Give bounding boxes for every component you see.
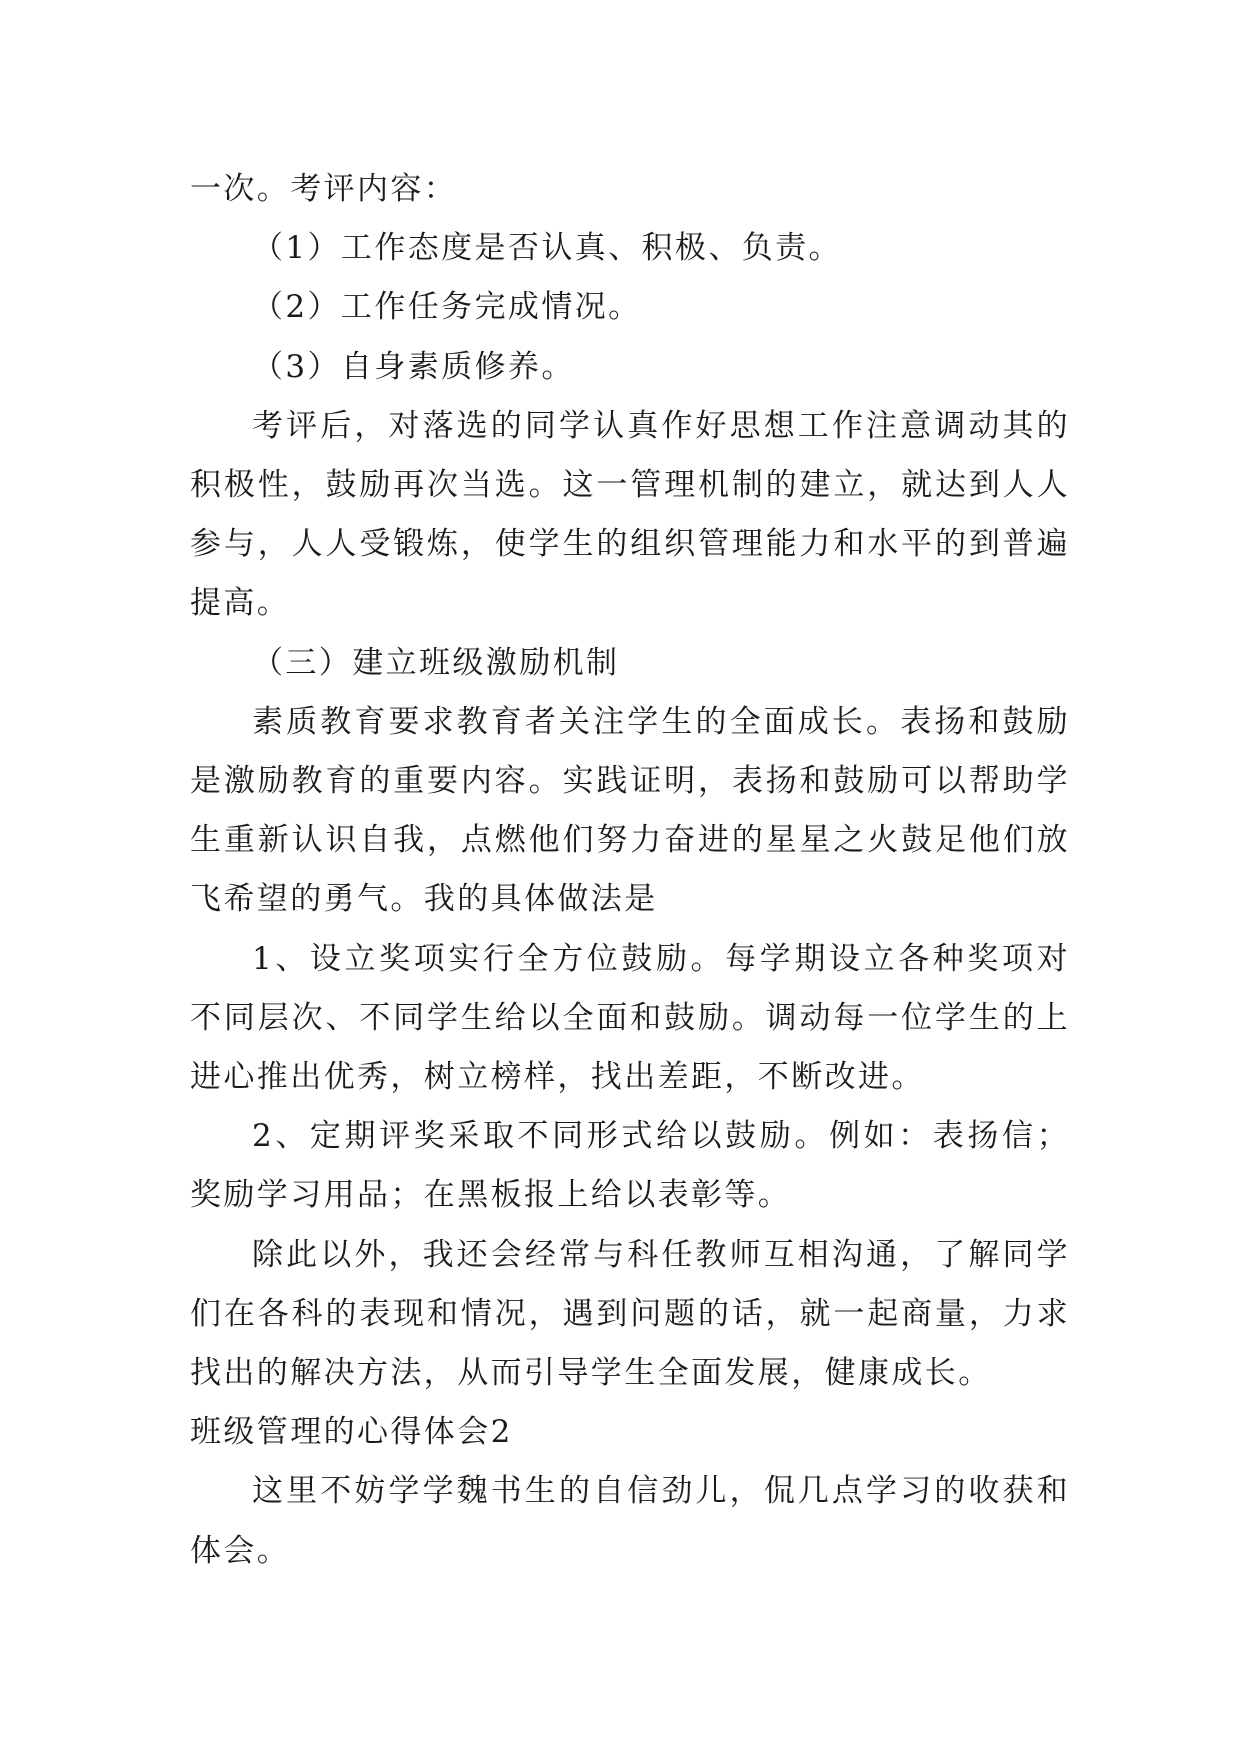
paragraph-quality-education: 素质教育要求教育者关注学生的全面成长。表扬和鼓励是激励教育的重要内容。实践证明，表扬和鼓励可以帮助学生重新认识自我，点燃他们努力奋进的星星之火鼓足他们放飞希望的勇气。我的具体做法是: [190, 703, 1070, 918]
paragraph-awards: 1、设立奖项实行全方位鼓励。每学期设立各种奖项对不同层次、不同学生给以全面和鼓励。调动每一位学生的上进心推出优秀，树立榜样，找出差距，不断改进。: [190, 940, 1070, 1096]
list-item-2: （2）工作任务完成情况。: [252, 289, 642, 326]
paragraph-continuation: 一次。考评内容：: [190, 171, 458, 207]
list-item-1: （1）工作态度是否认真、积极、负责。: [252, 230, 842, 267]
list-item-3: （3）自身素质修养。: [252, 348, 575, 385]
section-title-2: 班级管理的心得体会2: [190, 1414, 513, 1451]
paragraph-periodic-awards: 2、定期评奖采取不同形式给以鼓励。例如：表扬信；奖励学习用品；在黑板报上给以表彰等。: [190, 1118, 1070, 1214]
paragraph-after-review: 考评后，对落选的同学认真作好思想工作注意调动其的积极性，鼓励再次当选。这一管理机制的建立，就达到人人参与，人人受锻炼，使学生的组织管理能力和水平的到普遍提高。: [190, 407, 1070, 622]
document-body: [190, 160, 1070, 1581]
section-heading-incentive: （三）建立班级激励机制: [252, 644, 620, 681]
paragraph-wei-shusheng: 这里不妨学学魏书生的自信劲儿，侃几点学习的收获和体会。: [190, 1473, 1070, 1569]
paragraph-communication: 除此以外，我还会经常与科任教师互相沟通，了解同学们在各科的表现和情况，遇到问题的话，就一起商量，力求找出的解决方法，从而引导学生全面发展，健康成长。: [190, 1236, 1070, 1392]
